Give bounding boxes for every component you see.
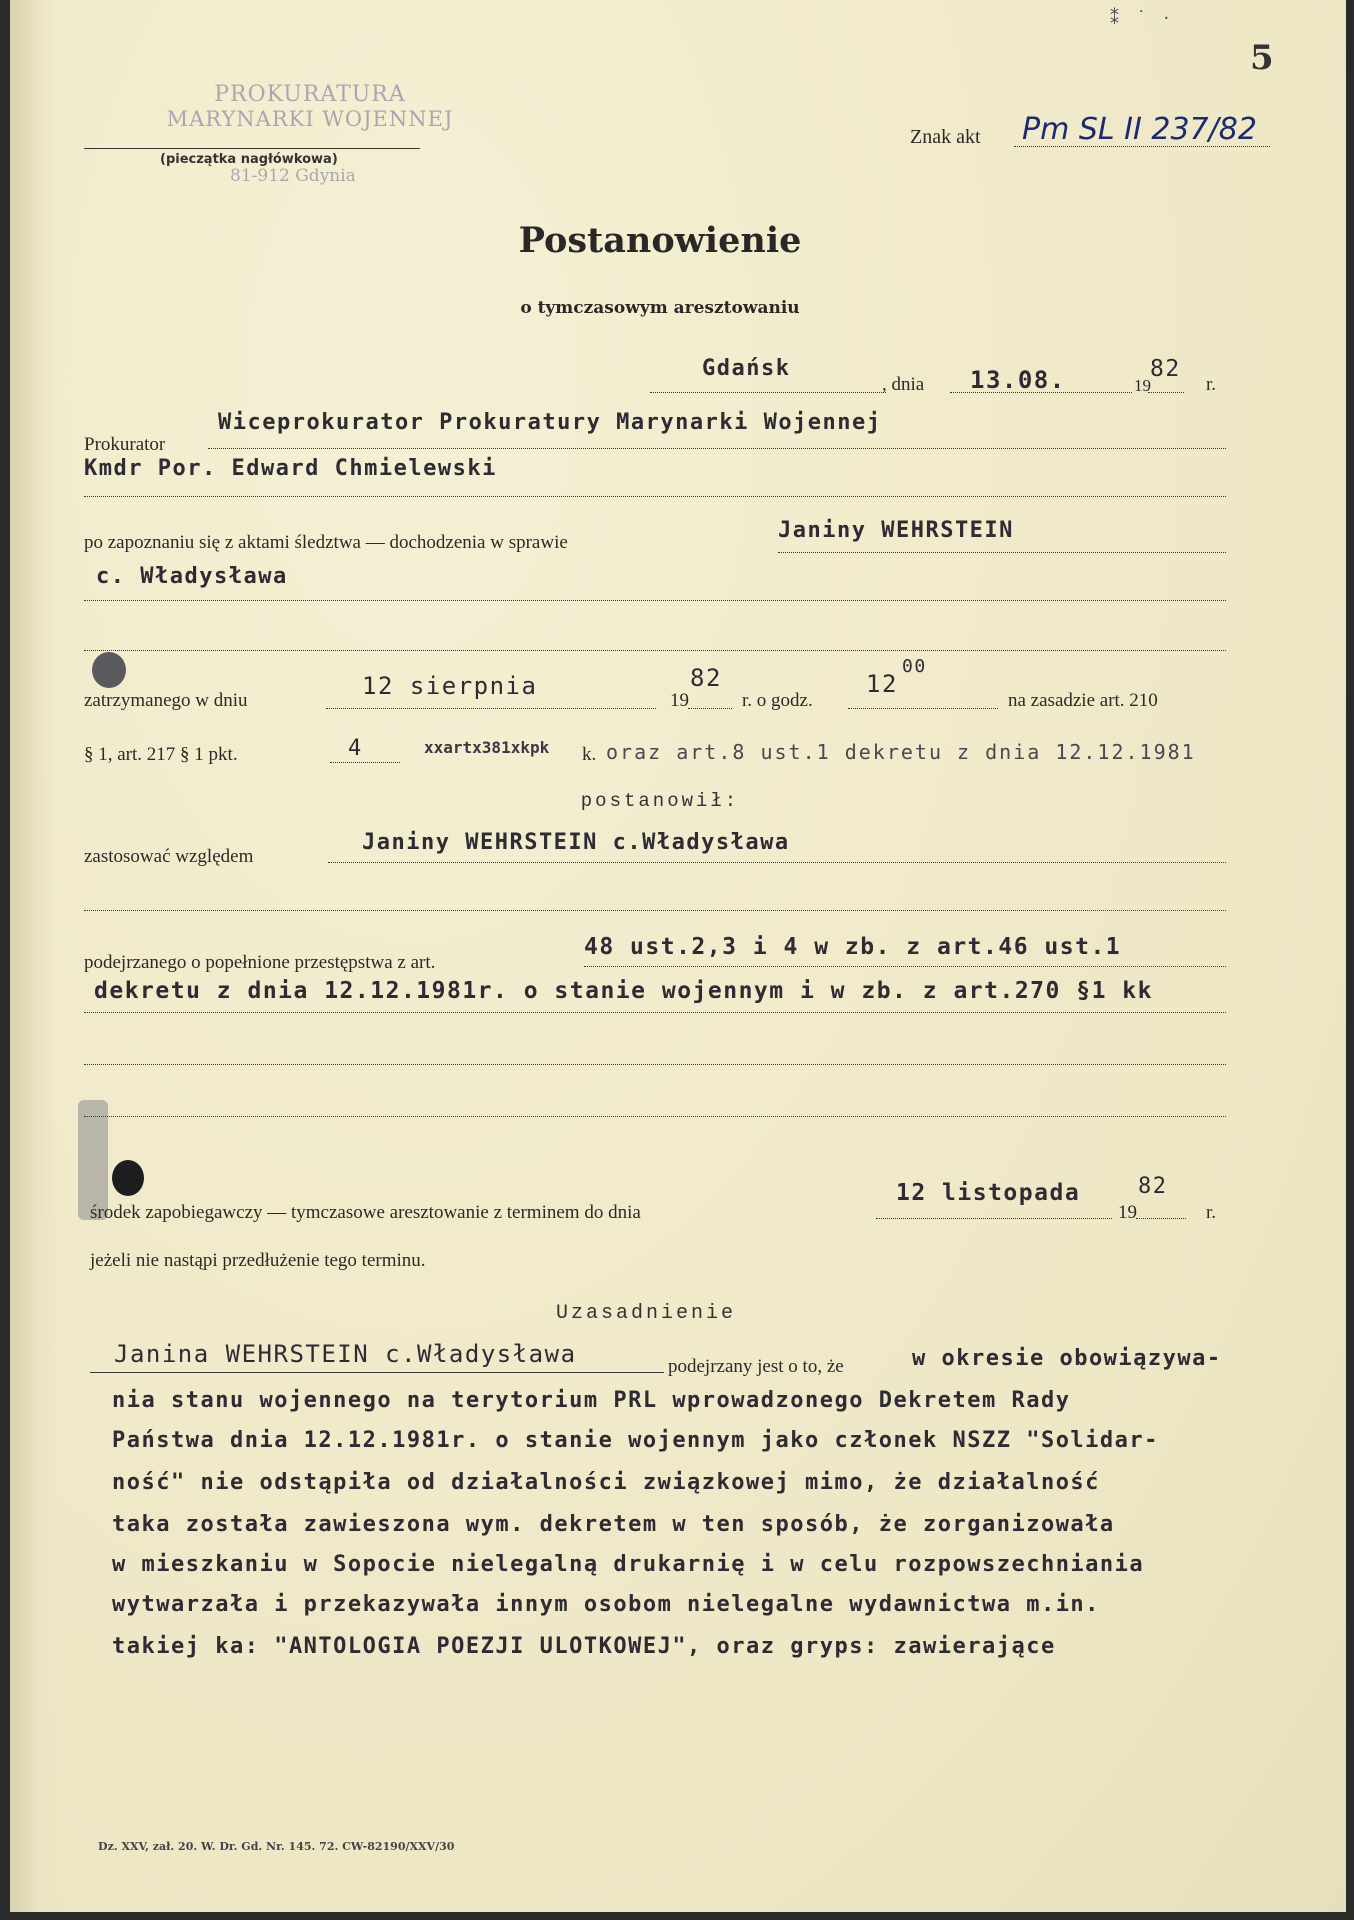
issue-date: 13.08.	[970, 366, 1066, 394]
date-label: , dnia	[882, 374, 925, 395]
suspect-label: podejrzanego o popełnione przestępstwa z art.	[84, 952, 436, 973]
articles-line-2-rule	[84, 1012, 1226, 1013]
measure-year-end: r.	[1206, 1202, 1217, 1223]
apply-label: zastosować względem	[84, 846, 254, 867]
page-edge-shadow	[10, 0, 60, 1912]
detention-minutes: 00	[902, 656, 927, 677]
justification-line-2: Państwa dnia 12.12.1981r. o stanie wojennym jako członek NSZZ "Solidar-	[112, 1428, 1159, 1453]
prosecutor-label: Prokurator	[84, 434, 166, 455]
paragraph-label: § 1, art. 217 § 1 pkt.	[84, 744, 238, 765]
struck-article: xxartx381xkpk	[424, 738, 550, 757]
case-number-line	[1014, 146, 1270, 147]
issue-year-suffix: 82	[1150, 356, 1181, 382]
issue-year-end: r.	[1206, 374, 1217, 395]
prosecutor-name: Kmdr Por. Edward Chmielewski	[84, 456, 497, 481]
detention-hour-label: r. o godz.	[742, 690, 813, 711]
print-code: Dz. XXV, zał. 20. W. Dr. Gd. Nr. 145. 72. CW-82190/XXV/30	[98, 1840, 455, 1853]
measure-year-prefix: 19	[1118, 1202, 1137, 1223]
articles-line-1: 48 ust.2,3 i 4 w zb. z art.46 ust.1	[584, 934, 1122, 960]
punch-hole-bottom	[112, 1160, 144, 1196]
justification-line-3: ność" nie odstąpiła od działalności związkowej mimo, że działalność	[112, 1470, 1100, 1495]
stamp-line-1: PROKURATURA	[214, 82, 406, 107]
kpk-label: k.	[582, 744, 597, 765]
case-name-line-2: c. Władysława	[96, 564, 288, 589]
stamp-caption: (pieczątka nagłówkowa)	[160, 152, 338, 167]
case-label: po zapoznaniu się z aktami śledztwa — dochodzenia w sprawie	[84, 532, 568, 553]
detention-basis: na zasadzie art. 210	[1008, 690, 1158, 711]
issue-year-line	[1148, 392, 1184, 393]
stamp-line-3: 81-912 Gdynia	[230, 166, 356, 186]
measure-note: jeżeli nie nastąpi przedłużenie tego terminu.	[90, 1250, 426, 1271]
justification-heading: Uzasadnienie	[556, 1302, 737, 1325]
detention-date: 12 sierpnia	[362, 672, 538, 700]
case-line-1	[778, 552, 1226, 553]
issue-date-line	[950, 392, 1132, 393]
decree-reference: oraz art.8 ust.1 dekretu z dnia 12.12.1981	[606, 740, 1196, 764]
articles-line-4-rule	[84, 1116, 1226, 1117]
case-line-3	[84, 650, 1226, 651]
issue-year-prefix: 19	[1134, 376, 1151, 395]
measure-date-line	[876, 1218, 1112, 1219]
measure-label: środek zapobiegawczy — tymczasowe aresztowanie z terminem do dnia	[90, 1202, 641, 1223]
justification-line-4: taka została zawieszona wym. dekretem w ten sposób, że zorganizowała	[112, 1512, 1115, 1537]
stamp-underline	[84, 148, 420, 149]
prosecutor-line-1	[208, 448, 1226, 449]
apply-line-2	[84, 910, 1226, 911]
case-name-line-1: Janiny WEHRSTEIN	[778, 518, 1014, 543]
articles-line-3-rule	[84, 1064, 1226, 1065]
measure-year-suffix: 82	[1138, 1174, 1168, 1199]
apply-person: Janiny WEHRSTEIN c.Władysława	[362, 830, 790, 855]
stamp-line-2: MARYNARKI WOJENNEJ	[166, 107, 454, 131]
case-number-label: Znak akt	[910, 126, 981, 148]
detention-date-line	[326, 708, 656, 709]
corner-marks: ⁑ ˙ ·	[1110, 8, 1176, 29]
prosecutor-title: Wiceprokurator Prokuratury Marynarki Wojennej	[218, 410, 882, 435]
case-line-2	[84, 600, 1226, 601]
justification-line-6: wytwarzała i przekazywała innym osobom nielegalne wydawnictwa m.in.	[112, 1592, 1100, 1617]
case-number-handwritten: Pm SL II 237/82	[1022, 112, 1257, 147]
place-line	[650, 392, 886, 393]
point-line	[330, 762, 400, 763]
measure-until-date: 12 listopada	[896, 1180, 1081, 1206]
justification-line-5: w mieszkaniu w Sopocie nielegalną drukarnię i w celu rozpowszechniania	[112, 1552, 1145, 1577]
detention-year-line	[688, 708, 732, 709]
document-page	[10, 0, 1346, 1912]
detention-hour-line	[848, 708, 998, 709]
apply-line	[328, 862, 1226, 863]
justification-line-0: w okresie obowiązywa-	[912, 1346, 1222, 1371]
detention-year-suffix: 82	[690, 664, 722, 692]
decision-heading: postanowił:	[580, 790, 740, 812]
document-subtitle: o tymczasowym aresztowaniu	[520, 298, 800, 318]
punch-hole-top	[92, 652, 126, 688]
articles-line-2: dekretu z dnia 12.12.1981r. o stanie wojennym i w zb. z art.270 §1 kk	[94, 978, 1153, 1004]
office-stamp	[130, 82, 490, 131]
paragraph-point: 4	[348, 736, 363, 761]
suspected-label: podejrzany jest o to, że	[668, 1356, 844, 1377]
articles-line-1-rule	[584, 966, 1226, 967]
justification-line-1: nia stanu wojennego na terytorium PRL wprowadzonego Dekretem Rady	[112, 1388, 1071, 1413]
document-title: Postanowienie	[518, 220, 802, 261]
justification-name: Janina WEHRSTEIN c.Władysława	[114, 1340, 577, 1368]
detention-year-prefix: 19	[670, 690, 689, 711]
detention-hour: 12	[866, 670, 898, 698]
prosecutor-line-2	[84, 496, 1226, 497]
justification-name-line	[90, 1372, 664, 1373]
measure-year-line	[1136, 1218, 1186, 1219]
justification-line-7: takiej ka: "ANTOLOGIA POEZJI ULOTKOWEJ", oraz gryps: zawierające	[112, 1634, 1056, 1659]
page-number: 5	[1250, 38, 1274, 78]
detention-label: zatrzymanego w dniu	[84, 690, 248, 711]
place: Gdańsk	[702, 356, 791, 381]
